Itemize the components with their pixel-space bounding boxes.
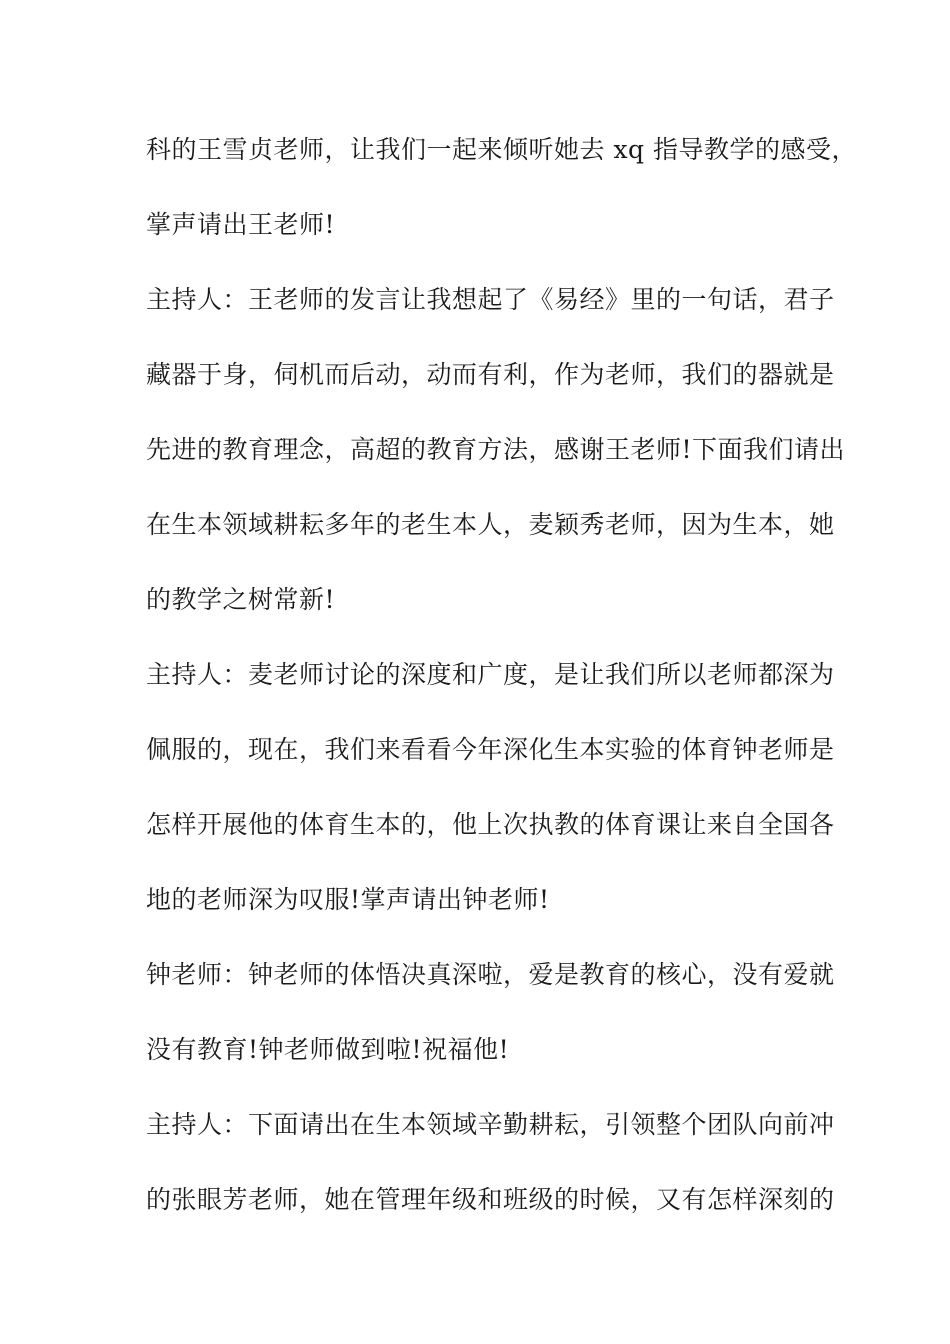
text-line: 佩服的，现在，我们来看看今年深化生本实验的体育钟老师是 (146, 735, 835, 764)
text-line: 在生本领域耕耘多年的老生本人，麦颖秀老师，因为生本，她 (146, 510, 835, 539)
text-line: 没有教育!钟老师做到啦!祝福他! (146, 1035, 510, 1064)
text-line: 主持人：下面请出在生本领域辛勤耕耘，引领整个团队向前冲 (146, 1110, 835, 1139)
text-line: 钟老师：钟老师的体悟决真深啦，爱是教育的核心，没有爱就 (146, 960, 835, 989)
text-line: 科的王雪贞老师，让我们一起来倾听她去 xq 指导教学的感受， (146, 135, 857, 164)
text-line: 主持人：麦老师讨论的深度和广度，是让我们所以老师都深为 (146, 660, 835, 689)
text-line: 地的老师深为叹服!掌声请出钟老师! (146, 885, 550, 914)
text-line: 藏器于身，伺机而后动，动而有利，作为老师，我们的器就是 (146, 360, 835, 389)
text-line: 主持人：王老师的发言让我想起了《易经》里的一句话，君子 (146, 285, 835, 314)
text-line: 的张眼芳老师，她在管理年级和班级的时候，又有怎样深刻的 (146, 1185, 835, 1214)
text-line: 掌声请出王老师! (146, 210, 336, 239)
text-line: 的教学之树常新! (146, 585, 336, 614)
text-line: 先进的教育理念，高超的教育方法，感谢王老师!下面我们请出 (146, 435, 846, 464)
text-line: 怎样开展他的体育生本的，他上次执教的体育课让来自全国各 (146, 810, 835, 839)
